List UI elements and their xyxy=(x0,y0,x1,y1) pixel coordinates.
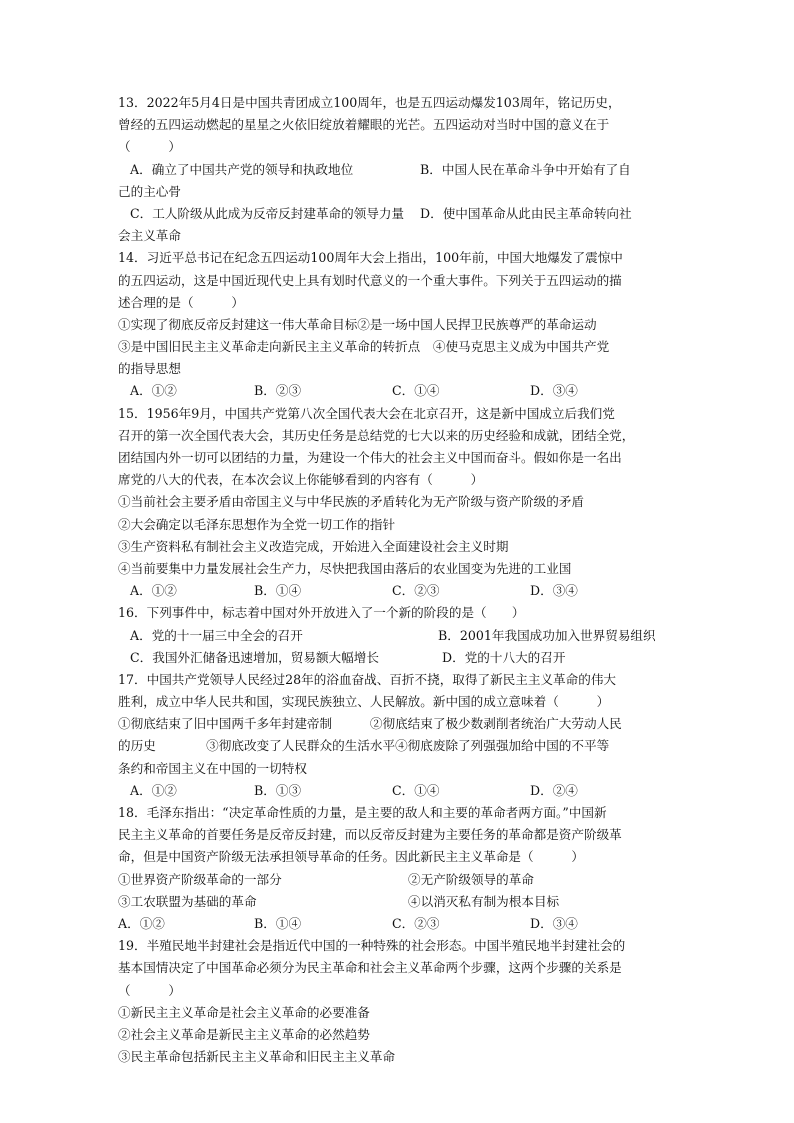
option-b[interactable]: B．中国人民在革命斗争中开始有了自 xyxy=(420,161,631,177)
question-stem-line: 15．1956年9月，中国共产党第八次全国代表大会在北京召开，这是新中国成立后我们党 xyxy=(118,405,615,421)
statement-line: ④当前要集中力量发展社会生产力，尽快把我国由落后的农业国变为先进的工业国 xyxy=(118,560,572,576)
option-c[interactable]: C．工人阶级从此成为反帝反封建革命的领导力量 xyxy=(130,205,405,221)
option-b[interactable]: B．2001年我国成功加入世界贸易组织 xyxy=(438,627,656,643)
question-14 xyxy=(118,247,680,402)
question-stem-line: （ ） xyxy=(118,982,181,998)
question-stem-line: 14．习近平总书记在纪念五四运动100周年大会上指出，100年前，中国大地爆发了震惊中 xyxy=(118,250,623,266)
option-b-continued: 己的主心骨 xyxy=(118,183,181,199)
statement-line: 的指导思想 xyxy=(118,361,181,377)
question-stem-line: （ ） xyxy=(118,139,181,155)
exam-page xyxy=(118,92,680,1068)
statement-line: ③是中国旧民主主义革命走向新民主主义革命的转折点 ④使马克思主义成为中国共产党 xyxy=(118,339,610,355)
option-d[interactable]: D．③④ xyxy=(530,583,578,599)
option-row xyxy=(118,913,680,935)
option-row xyxy=(118,625,680,647)
option-b[interactable]: B．②③ xyxy=(254,383,302,399)
question-stem-line: 胜利，成立中华人民共和国，实现民族独立、人民解放。新中国的成立意味着（ ） xyxy=(118,694,610,710)
question-17 xyxy=(118,669,680,802)
option-d[interactable]: D．党的十八大的召开 xyxy=(442,649,566,665)
option-row xyxy=(118,203,680,225)
statement-line: ①新民主主义革命是社会主义革命的必要准备 xyxy=(118,1004,370,1020)
question-stem-line: 曾经的五四运动燃起的星星之火依旧绽放着耀眼的光芒。五四运动对当时中国的意义在于 xyxy=(118,117,610,133)
option-a[interactable]: A．①② xyxy=(118,915,165,931)
option-d[interactable]: D．使中国革命从此由民主革命转向社 xyxy=(420,205,632,221)
question-18 xyxy=(118,802,680,935)
question-stem-line: 基本国情决定了中国革命必须分为民主革命和社会主义革命两个步骤，这两个步骤的关系是 xyxy=(118,960,622,976)
question-stem-line: 16．下列事件中，标志着中国对外开放进入了一个新的阶段的是（ ） xyxy=(118,605,525,621)
question-19 xyxy=(118,935,680,1068)
question-13 xyxy=(118,92,680,247)
question-stem-line: 13．2022年5月4日是中国共青团成立100周年，也是五四运动爆发103周年，铭记历史， xyxy=(118,95,621,110)
option-row xyxy=(118,159,680,181)
option-a[interactable]: A．①② xyxy=(130,782,177,798)
question-stem-line: 的五四运动，这是中国近现代史上具有划时代意义的一个重大事件。下列关于五四运动的描 xyxy=(118,272,622,288)
option-c[interactable]: C．②③ xyxy=(392,583,440,599)
statement-row xyxy=(118,869,680,891)
option-d[interactable]: D．②④ xyxy=(530,782,578,798)
question-16 xyxy=(118,602,680,669)
option-d[interactable]: D．③④ xyxy=(530,383,578,399)
statement-line: ①实现了彻底反帝反封建这一伟大革命目标②是一场中国人民捍卫民族尊严的革命运动 xyxy=(118,316,597,332)
option-c[interactable]: C．①④ xyxy=(392,782,440,798)
question-stem-line: 民主主义革命的首要任务是反帝反封建，而以反帝反封建为主要任务的革命都是资产阶级革 xyxy=(118,827,622,843)
option-b[interactable]: B．①④ xyxy=(254,583,302,599)
question-stem-line: 团结国内外一切可以团结的力量，为建设一个伟大的社会主义中国而奋斗。假如你是一名出 xyxy=(118,450,622,465)
option-c[interactable]: C．②③ xyxy=(392,915,440,931)
statement-line: ①当前社会主要矛盾由帝国主义与中华民族的矛盾转化为无产阶级与资产阶级的矛盾 xyxy=(118,494,584,510)
statement-line: ②社会主义革命是新民主主义革命的必然趋势 xyxy=(118,1026,370,1042)
statement-row xyxy=(118,891,680,913)
statement-line: 的历史 ③彻底改变了人民群众的生活水平④彻底废除了列强强加给中国的不平等 xyxy=(118,738,610,754)
statement-4: ④以消灭私有制为根本目标 xyxy=(408,893,560,909)
question-stem-line: 17．中国共产党领导人民经过28年的浴血奋战、百折不挠，取得了新民主主义革命的伟大 xyxy=(118,671,617,687)
statement-line: ③生产资料私有制社会主义改造完成，开始进入全面建设社会主义时期 xyxy=(118,538,509,554)
option-d[interactable]: D．③④ xyxy=(530,915,578,931)
statement-1: ①世界资产阶级革命的一部分 xyxy=(118,871,282,887)
option-a[interactable]: A．①② xyxy=(130,583,177,599)
statement-line: ①彻底结束了旧中国两千多年封建帝制 ②彻底结束了极少数剥削者统治广大劳动人民 xyxy=(118,716,622,732)
question-stem-line: 召开的第一次全国代表大会，其历史任务是总结党的七大以来的历史经验和成就，团结全党， xyxy=(118,427,635,443)
question-stem-line: 18．毛泽东指出：“决定革命性质的力量，是主要的敌人和主要的革命者两方面。”中国新 xyxy=(118,805,607,820)
question-stem-line: 19．半殖民地半封建社会是指近代中国的一种特殊的社会形态。中国半殖民地半封建社会的 xyxy=(118,938,626,954)
option-d-continued: 会主义革命 xyxy=(118,228,181,244)
option-c[interactable]: C．①④ xyxy=(392,383,440,399)
option-row xyxy=(118,780,680,802)
option-b[interactable]: B．①④ xyxy=(254,915,302,931)
option-c[interactable]: C．我国外汇储备迅速增加，贸易额大幅增长 xyxy=(130,649,379,665)
statement-line: 条约和帝国主义在中国的一切特权 xyxy=(118,760,307,776)
option-a[interactable]: A．确立了中国共产党的领导和执政地位 xyxy=(130,161,354,177)
statement-line: ③民主革命包括新民主主义革命和旧民主主义革命 xyxy=(118,1049,396,1065)
question-stem-line: 席党的八大的代表，在本次会议上你能够看到的内容有（ ） xyxy=(118,472,484,488)
option-row xyxy=(118,580,680,602)
option-b[interactable]: B．①③ xyxy=(254,782,302,798)
statement-3: ③工农联盟为基础的革命 xyxy=(118,893,257,909)
statement-2: ②无产阶级领导的革命 xyxy=(408,871,534,887)
option-row xyxy=(118,380,680,402)
question-15 xyxy=(118,403,680,603)
question-stem-line: 述合理的是（ ） xyxy=(118,294,244,310)
statement-line: ②大会确定以毛泽东思想作为全党一切工作的指针 xyxy=(118,516,396,532)
question-stem-line: 命，但是中国资产阶级无法承担领导革命的任务。因此新民主主义革命是（ ） xyxy=(118,849,584,865)
option-a[interactable]: A．党的十一届三中全会的召开 xyxy=(130,627,303,643)
option-row xyxy=(118,647,680,669)
option-a[interactable]: A．①② xyxy=(130,383,177,399)
